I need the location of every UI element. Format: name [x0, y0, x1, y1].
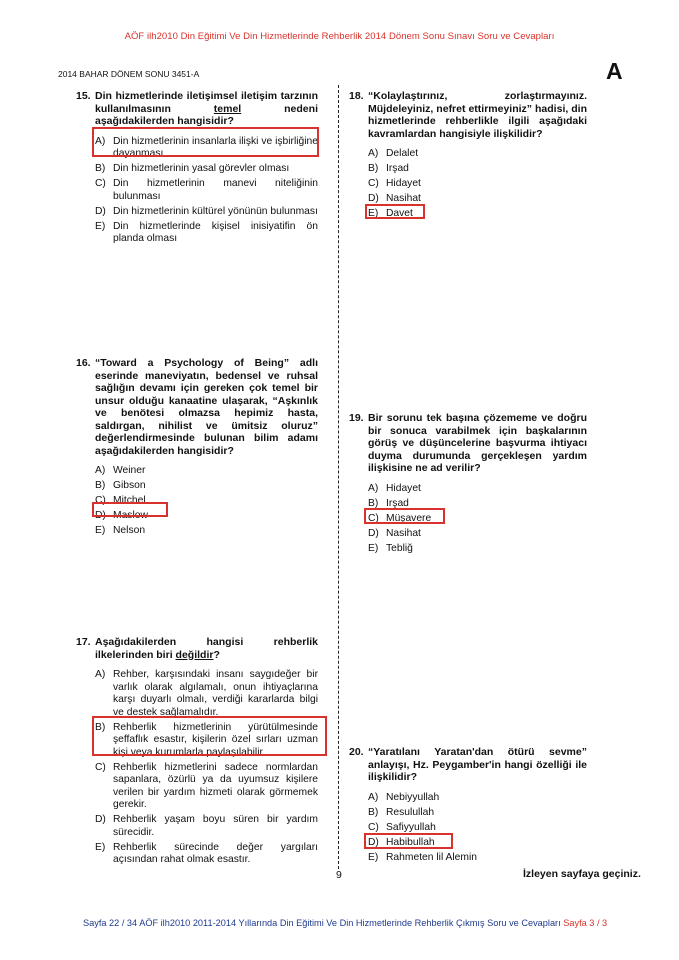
- option-e[interactable]: E) Tebliğ: [368, 542, 413, 554]
- option-a[interactable]: A) Weiner: [95, 465, 146, 476]
- footer-title: AÖF ilh2010 2011-2014 Yıllarında Din Eğitimi Ve Din Hizmetlerinde Rehberlik Çıkmış Soru ve Cevapları: [139, 918, 561, 928]
- answer-highlight-20: [364, 833, 453, 849]
- option-d[interactable]: D) Nasihat: [368, 193, 421, 204]
- footer: [83, 918, 607, 928]
- option-d[interactable]: D) Din hizmetlerinin kültürel yönünün bulunması: [95, 205, 318, 217]
- next-page-note: İzleyen sayfaya geçiniz.: [523, 868, 641, 880]
- question-number: 20.: [349, 746, 364, 758]
- option-a[interactable]: A) Nebiyyullah: [368, 791, 440, 803]
- question-20: 20. “Yaratılanı Yaratan'dan ötürü sevme” anlayışı, Hz. Peygamber'in hangi özelliği ile ilişkilidir? A) Nebiyyullah B) Resulullah C) Safiyyullah D) Habibullah E) Rahmeten lil Alemin: [331, 746, 587, 867]
- option-a[interactable]: A) Rehber, karşısındaki insanı saygıdeğer bir varlık olarak algılamalı, onun ihtiyaçlarına karşı duyarlı olmalı, verdiği kararlarda bilgi ve destek sağlamalıdır.: [95, 669, 318, 718]
- option-c[interactable]: C) Safiyyullah: [368, 821, 436, 833]
- question-number: 19.: [349, 412, 364, 424]
- option-b[interactable]: B) Din hizmetlerinin yasal görevler olması: [95, 163, 290, 174]
- option-d[interactable]: D) Habibullah: [368, 836, 435, 848]
- answer-highlight-15: [92, 127, 319, 157]
- question-number: 15.: [76, 90, 91, 102]
- question-number: 17.: [76, 636, 91, 648]
- top-banner: AÖF ilh2010 Din Eğitimi Ve Din Hizmetlerinde Rehberlik 2014 Dönem Sonu Sınavı Soru ve Cevapları: [124, 31, 555, 42]
- option-b[interactable]: B) Gibson: [95, 480, 146, 491]
- answer-highlight-16: [92, 502, 168, 517]
- option-d[interactable]: D) Rehberlik yaşam boyu süren bir yardım sürecidir.: [95, 814, 318, 838]
- question-number: 16.: [76, 357, 91, 369]
- option-c[interactable]: C) Din hizmetlerinin manevi niteliğinin bulunması: [95, 178, 318, 202]
- answer-highlight-18: [365, 204, 425, 219]
- page-number: 9: [336, 869, 342, 881]
- option-c[interactable]: C) Rehberlik hizmetlerini sadece normlardan sapanlara, özürlü ya da uyumsuz kişilere verilen bir yardım hizmeti olarak görmemek gerekir.: [95, 761, 318, 810]
- option-a[interactable]: A) Delalet: [368, 148, 419, 159]
- exam-label: 2014 BAHAR DÖNEM SONU 3451-A: [58, 69, 200, 79]
- option-list: [331, 792, 587, 865]
- option-d[interactable]: D) Maslow: [95, 510, 148, 521]
- question-number: 18.: [349, 90, 364, 102]
- option-e[interactable]: E) Nelson: [95, 525, 146, 536]
- booklet-letter: A: [606, 58, 623, 84]
- option-b[interactable]: B) Resulullah: [368, 806, 435, 818]
- option-e[interactable]: E) Rahmeten lil Alemin: [368, 851, 477, 863]
- question-16: 16. “Toward a Psychology of Being” adlı eserinde maneviyatın, bedensel ve ruhsal sağlığın devamı için gereken çok temel bir unsur olduğu kanaatine ulaşarak, “Aşkınlık ve benötesi olmazsa hepimiz hasta, saldırgan, nihilist ve ümitsiz oluruz” değerlendirmesinde bulunan bilim adamı aşağıdakilerden hangisidir? A) Weiner B) Gibson C) Mitchel D) Maslow E) Nelson: [58, 357, 318, 540]
- option-c[interactable]: C) Müşavere: [368, 512, 432, 524]
- footer-right: Sayfa 3 / 3: [563, 918, 608, 928]
- option-c[interactable]: C) Hidayet: [368, 178, 421, 189]
- option-b[interactable]: B) Irşad: [368, 163, 409, 174]
- option-e[interactable]: E) Rehberlik sürecinde değer yargıları açısından rahat olmak esastır.: [95, 841, 318, 865]
- footer-left: Sayfa 22 / 34: [83, 918, 138, 928]
- option-list: [58, 669, 318, 867]
- option-a[interactable]: A) Hidayet: [368, 482, 421, 494]
- answer-highlight-17: [92, 716, 327, 756]
- question-18: 18. “Kolaylaştırınız, zorlaştırmayınız. Müjdeleyiniz, nefret ettirmeyiniz” hadisi, din hizmetlerinde rehberlikle ilgili aşağıdaki kavramlardan hangisiyle ilişkilidir? A) Delalet B) Irşad C) Hidayet D) Nasihat E) Davet: [331, 90, 587, 223]
- option-a[interactable]: A) Din hizmetlerinin insanlarla ilişki ve işbirliğine dayanması: [95, 135, 318, 159]
- option-e[interactable]: E) Din hizmetlerinde kişisel inisiyatifin ön planda olması: [95, 220, 318, 244]
- question-17: 17. Aşağıdakilerden hangisi rehberlik ilkelerinden biri değildir? A) Rehber, karşısındaki insanı saygıdeğer bir varlık olarak algılamalı, onun ihtiyaçlarına karşı duyarlı olmalı, verdiği kararlarda bilgi ve destek sağlamalıdır. B) Rehberlik hizmetlerinin yürütülmesinde şeffaflık esastır, kişilerin özel sırları uzman kişi veya kurumlarla paylaşılabilir. C) Rehberlik hizmetlerini sadece normlardan sapanlara, özürlü ya da uyumsuz kişilere verilen bir yardım hizmeti olarak görmemek gerekir. D) Rehberlik yaşam boyu süren bir yardım sürecidir. E) Rehberlik sürecinde değer yargıları açısından rahat olmak esastır.: [58, 636, 318, 869]
- question-15: 15. Din hizmetlerinde iletişimsel iletişim tarzının kullanılmasının temel nedeni aşağıdakilerden hangisidir? A) Din hizmetlerinin insanlarla ilişki ve işbirliğine dayanması B) Din hizmetlerinin yasal görevler olması C) Din hizmetlerinin manevi niteliğinin bulunması D) Din hizmetlerinin kültürel yönünün bulunması E) Din hizmetlerinde kişisel inisiyatifin ön planda olması: [58, 90, 318, 248]
- option-e[interactable]: E) Davet: [368, 208, 413, 219]
- option-c[interactable]: C) Mitchel: [95, 495, 146, 506]
- answer-highlight-19: [364, 508, 445, 524]
- option-b[interactable]: B) Rehberlik hizmetlerinin yürütülmesinde şeffaflık esastır, kişilerin özel sırları uzman kişi veya kurumlarla paylaşılabilir.: [95, 721, 318, 758]
- question-19: 19. Bir sorunu tek başına çözememe ve doğru bir sonuca varabilmek için başkalarının görüş ve düşüncelerine başvurma ihtiyacı duyma durumunda gerçekleşen yardım ilişkisine ne ad verilir? A) Hidayet B) Irşad C) Müşavere D) Nasihat E) Tebliğ: [331, 412, 587, 558]
- option-d[interactable]: D) Nasihat: [368, 527, 421, 539]
- option-b[interactable]: B) Irşad: [368, 497, 409, 509]
